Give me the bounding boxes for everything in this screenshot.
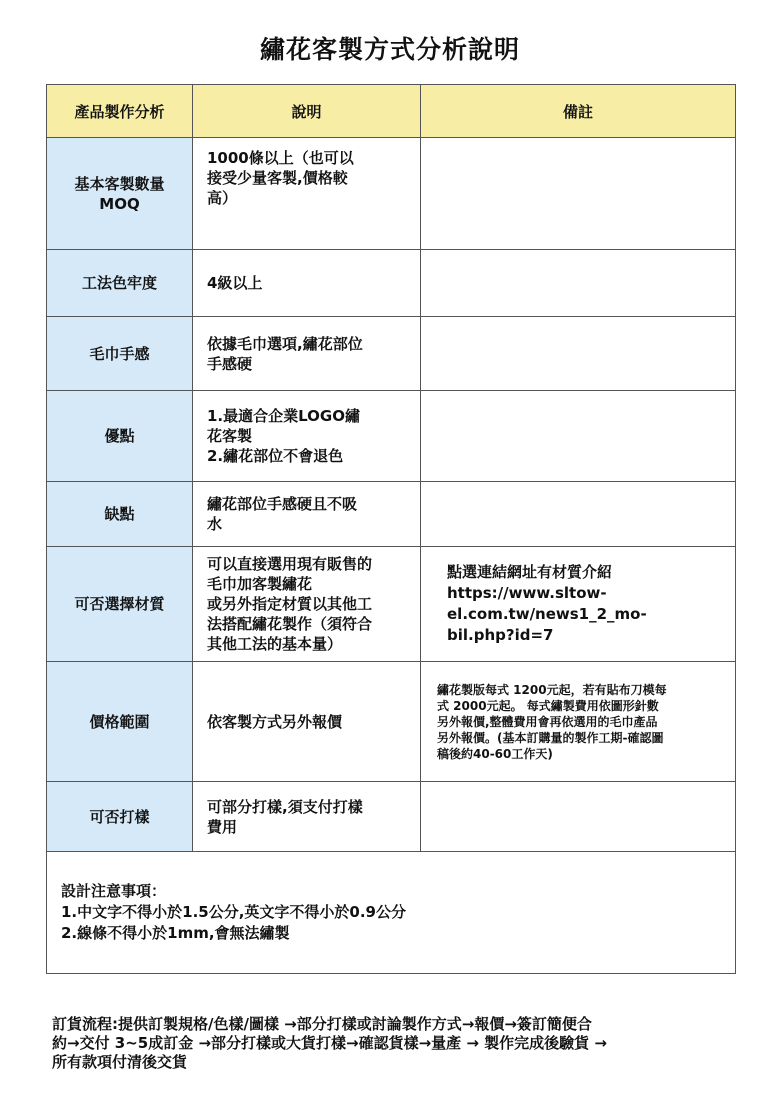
row-remark — [421, 317, 736, 391]
header-description: 說明 — [193, 85, 421, 138]
row-label: 缺點 — [47, 482, 193, 547]
row-remark — [421, 391, 736, 482]
design-notes-row — [47, 852, 736, 974]
table-row — [47, 482, 736, 547]
row-description: 1000條以上（也可以 接受少量客製,價格較 高） — [193, 138, 421, 250]
price-note: 繡花製版每式 1200元起，若有貼布刀模每 式 2000元起。 每式繡製費用依圖形針數 另外報價,整體費用會再依選用的毛巾產品 另外報價。(基本訂購量的製作工期-確認圖 稿後約40-60工作天) — [421, 662, 736, 782]
header-analysis: 產品製作分析 — [47, 85, 193, 138]
page-title: 繡花客製方式分析說明 — [259, 35, 520, 64]
order-flow: 訂貨流程:提供訂製規格/色樣/圖樣 →部分打樣或討論製作方式→報價→簽訂簡便合 約→交付 3~5成訂金 →部分打樣或大貨打樣→確認貨樣→量產 → 製作完成後驗貨 → 所有款項付清後交貨 — [52, 1015, 607, 1071]
row-label: 可否打樣 — [47, 782, 193, 852]
spec-table — [46, 84, 736, 974]
header-remarks: 備註 — [421, 85, 736, 138]
row-description: 可部分打樣,須支付打樣 費用 — [193, 782, 421, 852]
table-row — [47, 547, 736, 662]
row-label: 可否選擇材質 — [47, 547, 193, 662]
table-row — [47, 662, 736, 782]
table-row — [47, 782, 736, 852]
row-label: 工法色牢度 — [47, 250, 193, 317]
table-row — [47, 391, 736, 482]
row-remark — [421, 250, 736, 317]
row-label: 優點 — [47, 391, 193, 482]
row-description: 繡花部位手感硬且不吸 水 — [193, 482, 421, 547]
design-notes: 設計注意事項： 1.中文字不得小於1.5公分,英文字不得小於0.9公分 2.線條不得小於1mm,會無法繡製 — [47, 852, 736, 974]
row-remark — [421, 782, 736, 852]
row-label: 毛巾手感 — [47, 317, 193, 391]
table-row — [47, 250, 736, 317]
row-description: 依客製方式另外報價 — [193, 662, 421, 782]
table-row — [47, 138, 736, 250]
row-label: 基本客製數量 MOQ — [47, 138, 193, 250]
header-row — [47, 85, 736, 138]
row-remark — [421, 482, 736, 547]
row-description: 1.最適合企業LOGO繡 花客製 2.繡花部位不會退色 — [193, 391, 421, 482]
row-description: 依據毛巾選項,繡花部位 手感硬 — [193, 317, 421, 391]
material-link-note: 點選連結網址有材質介紹 https://www.sltow- el.com.tw/news1_2_mo- bil.php?id=7 — [421, 547, 736, 662]
table-row — [47, 317, 736, 391]
row-description: 4級以上 — [193, 250, 421, 317]
row-label: 價格範圍 — [47, 662, 193, 782]
row-description: 可以直接選用現有販售的 毛巾加客製繡花 或另外指定材質以其他工 法搭配繡花製作（須符合 其他工法的基本量） — [193, 547, 421, 662]
row-remark — [421, 138, 736, 250]
